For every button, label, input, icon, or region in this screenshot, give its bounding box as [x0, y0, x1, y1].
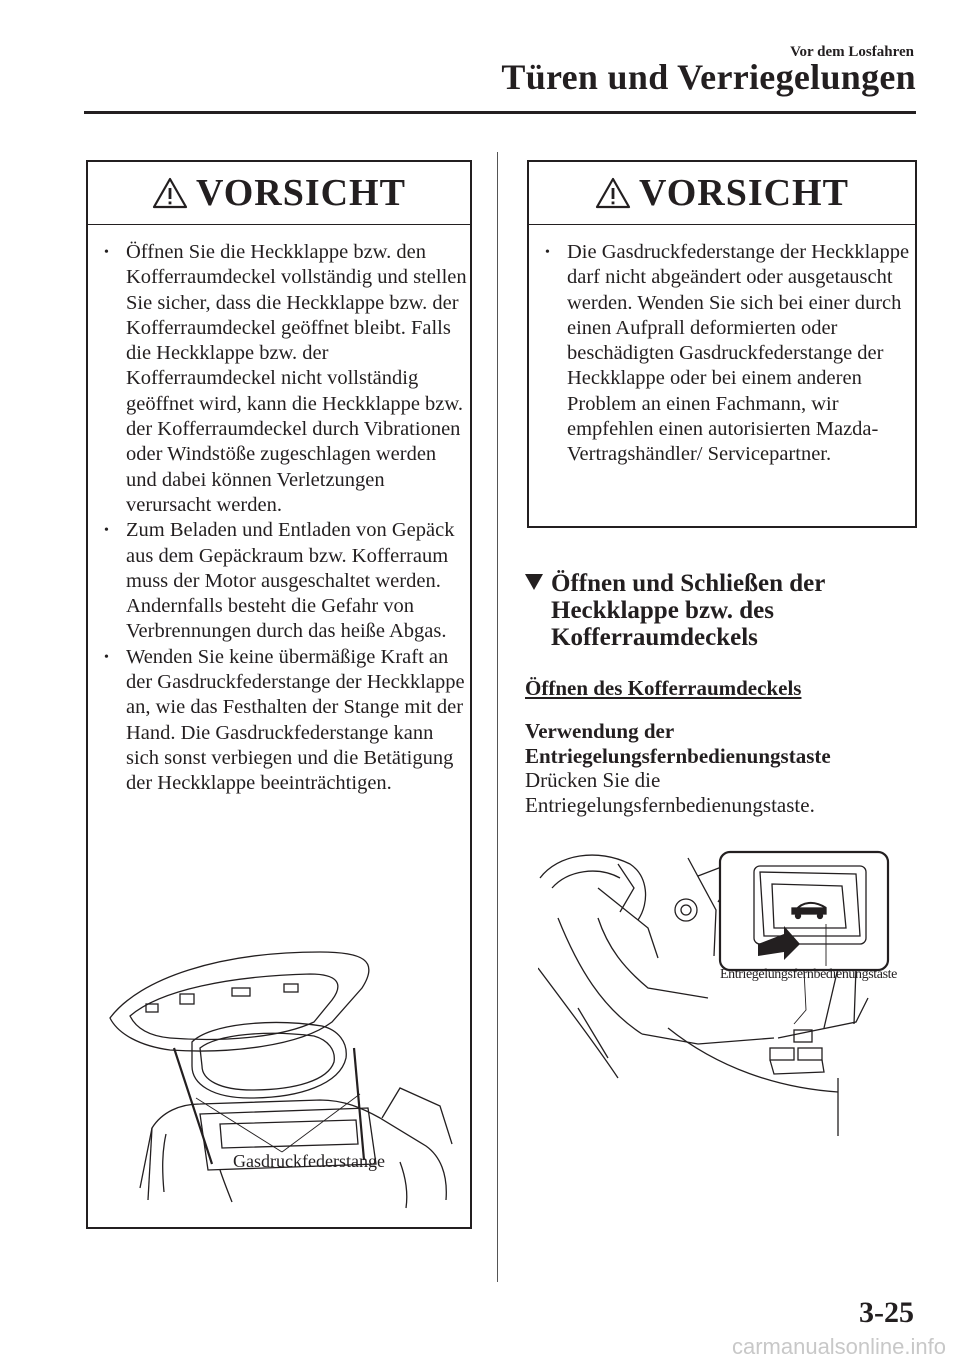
header-rule	[84, 111, 916, 114]
caution-list	[90, 240, 470, 797]
caution-item: • Die Gasdruckfederstange der Heckklappe darf nicht abgeändert oder ausgetauscht werden. Wenden Sie sich bei einer durch einen Aufprall deformierten oder beschädigten Gasdruckfederstange der Heckklappe oder bei einem anderen Problem an einen Fachmann, wir empfehlen einen autorisierten Mazda-Vertragshändler/ Servicepartner.	[531, 240, 917, 468]
caution-list	[531, 240, 917, 468]
caution-header	[529, 162, 915, 225]
trunk-release-button-illustration	[538, 848, 908, 1138]
caution-item: • Öffnen Sie die Heckklappe bzw. den Kofferraumdeckel vollständig und stellen Sie sicher, dass die Heckklappe bzw. der Kofferraumdeckel geöffnet bleibt. Falls die Heckklappe bzw. der Kofferraumdeckel nicht vollständig geöffnet wird, kann die Heckklappe bzw. der Kofferraumdeckel durch Vibrationen oder Windstöße zugeschlagen werden und dabei können Verletzungen verursacht werden.	[90, 240, 470, 518]
gas-strut-label: Gasdruckfederstange	[233, 1151, 385, 1171]
warning-triangle-icon	[595, 177, 631, 209]
column-divider	[497, 152, 498, 1282]
subheading: Öffnen des Kofferraumdeckels	[525, 676, 802, 700]
section-heading	[525, 570, 905, 651]
caution-title: VORSICHT	[639, 172, 849, 214]
heading-line: Heckklappe bzw. des	[551, 597, 774, 624]
release-button-label: Entriegelungsfernbedienungstaste	[720, 967, 897, 982]
heading-line: Kofferraumdeckels	[551, 624, 758, 651]
heading-line: Öffnen und Schließen der	[551, 570, 826, 597]
procedure-title	[525, 719, 831, 769]
caution-header	[88, 162, 470, 225]
page-number: 3-25	[859, 1296, 914, 1329]
instruction-text	[525, 768, 815, 818]
watermark: carmanualsonline.info	[731, 1334, 946, 1359]
page-title: Türen und Verriegelungen	[501, 57, 916, 97]
caution-item: • Zum Beladen und Entladen von Gepäck aus dem Gepäckraum bzw. Kofferraum muss der Motor ausgeschaltet werden. Andernfalls besteht die Gefahr von Verbrennungen durch das heiße Abgas.	[90, 518, 470, 644]
instruction-line: Drücken Sie die	[525, 768, 661, 792]
warning-triangle-icon	[152, 177, 188, 209]
chapter-label: Vor dem Losfahren	[790, 44, 914, 60]
caution-box-right	[527, 160, 917, 528]
instruction-line: Entriegelungsfernbedienungstaste.	[525, 793, 815, 817]
caution-title: VORSICHT	[196, 172, 406, 214]
procedure-line: Entriegelungsfernbedienungstaste	[525, 744, 831, 768]
triangle-marker-icon	[525, 574, 543, 590]
procedure-line: Verwendung der	[525, 719, 675, 743]
caution-item: • Wenden Sie keine übermäßige Kraft an der Gasdruckfederstange der Heckklappe an, wie das Festhalten der Stange mit der Hand. Die Gasdruckfederstange kann sich sonst verbiegen und die Betätigung der Heckklappe beeinträchtigen.	[90, 645, 470, 797]
